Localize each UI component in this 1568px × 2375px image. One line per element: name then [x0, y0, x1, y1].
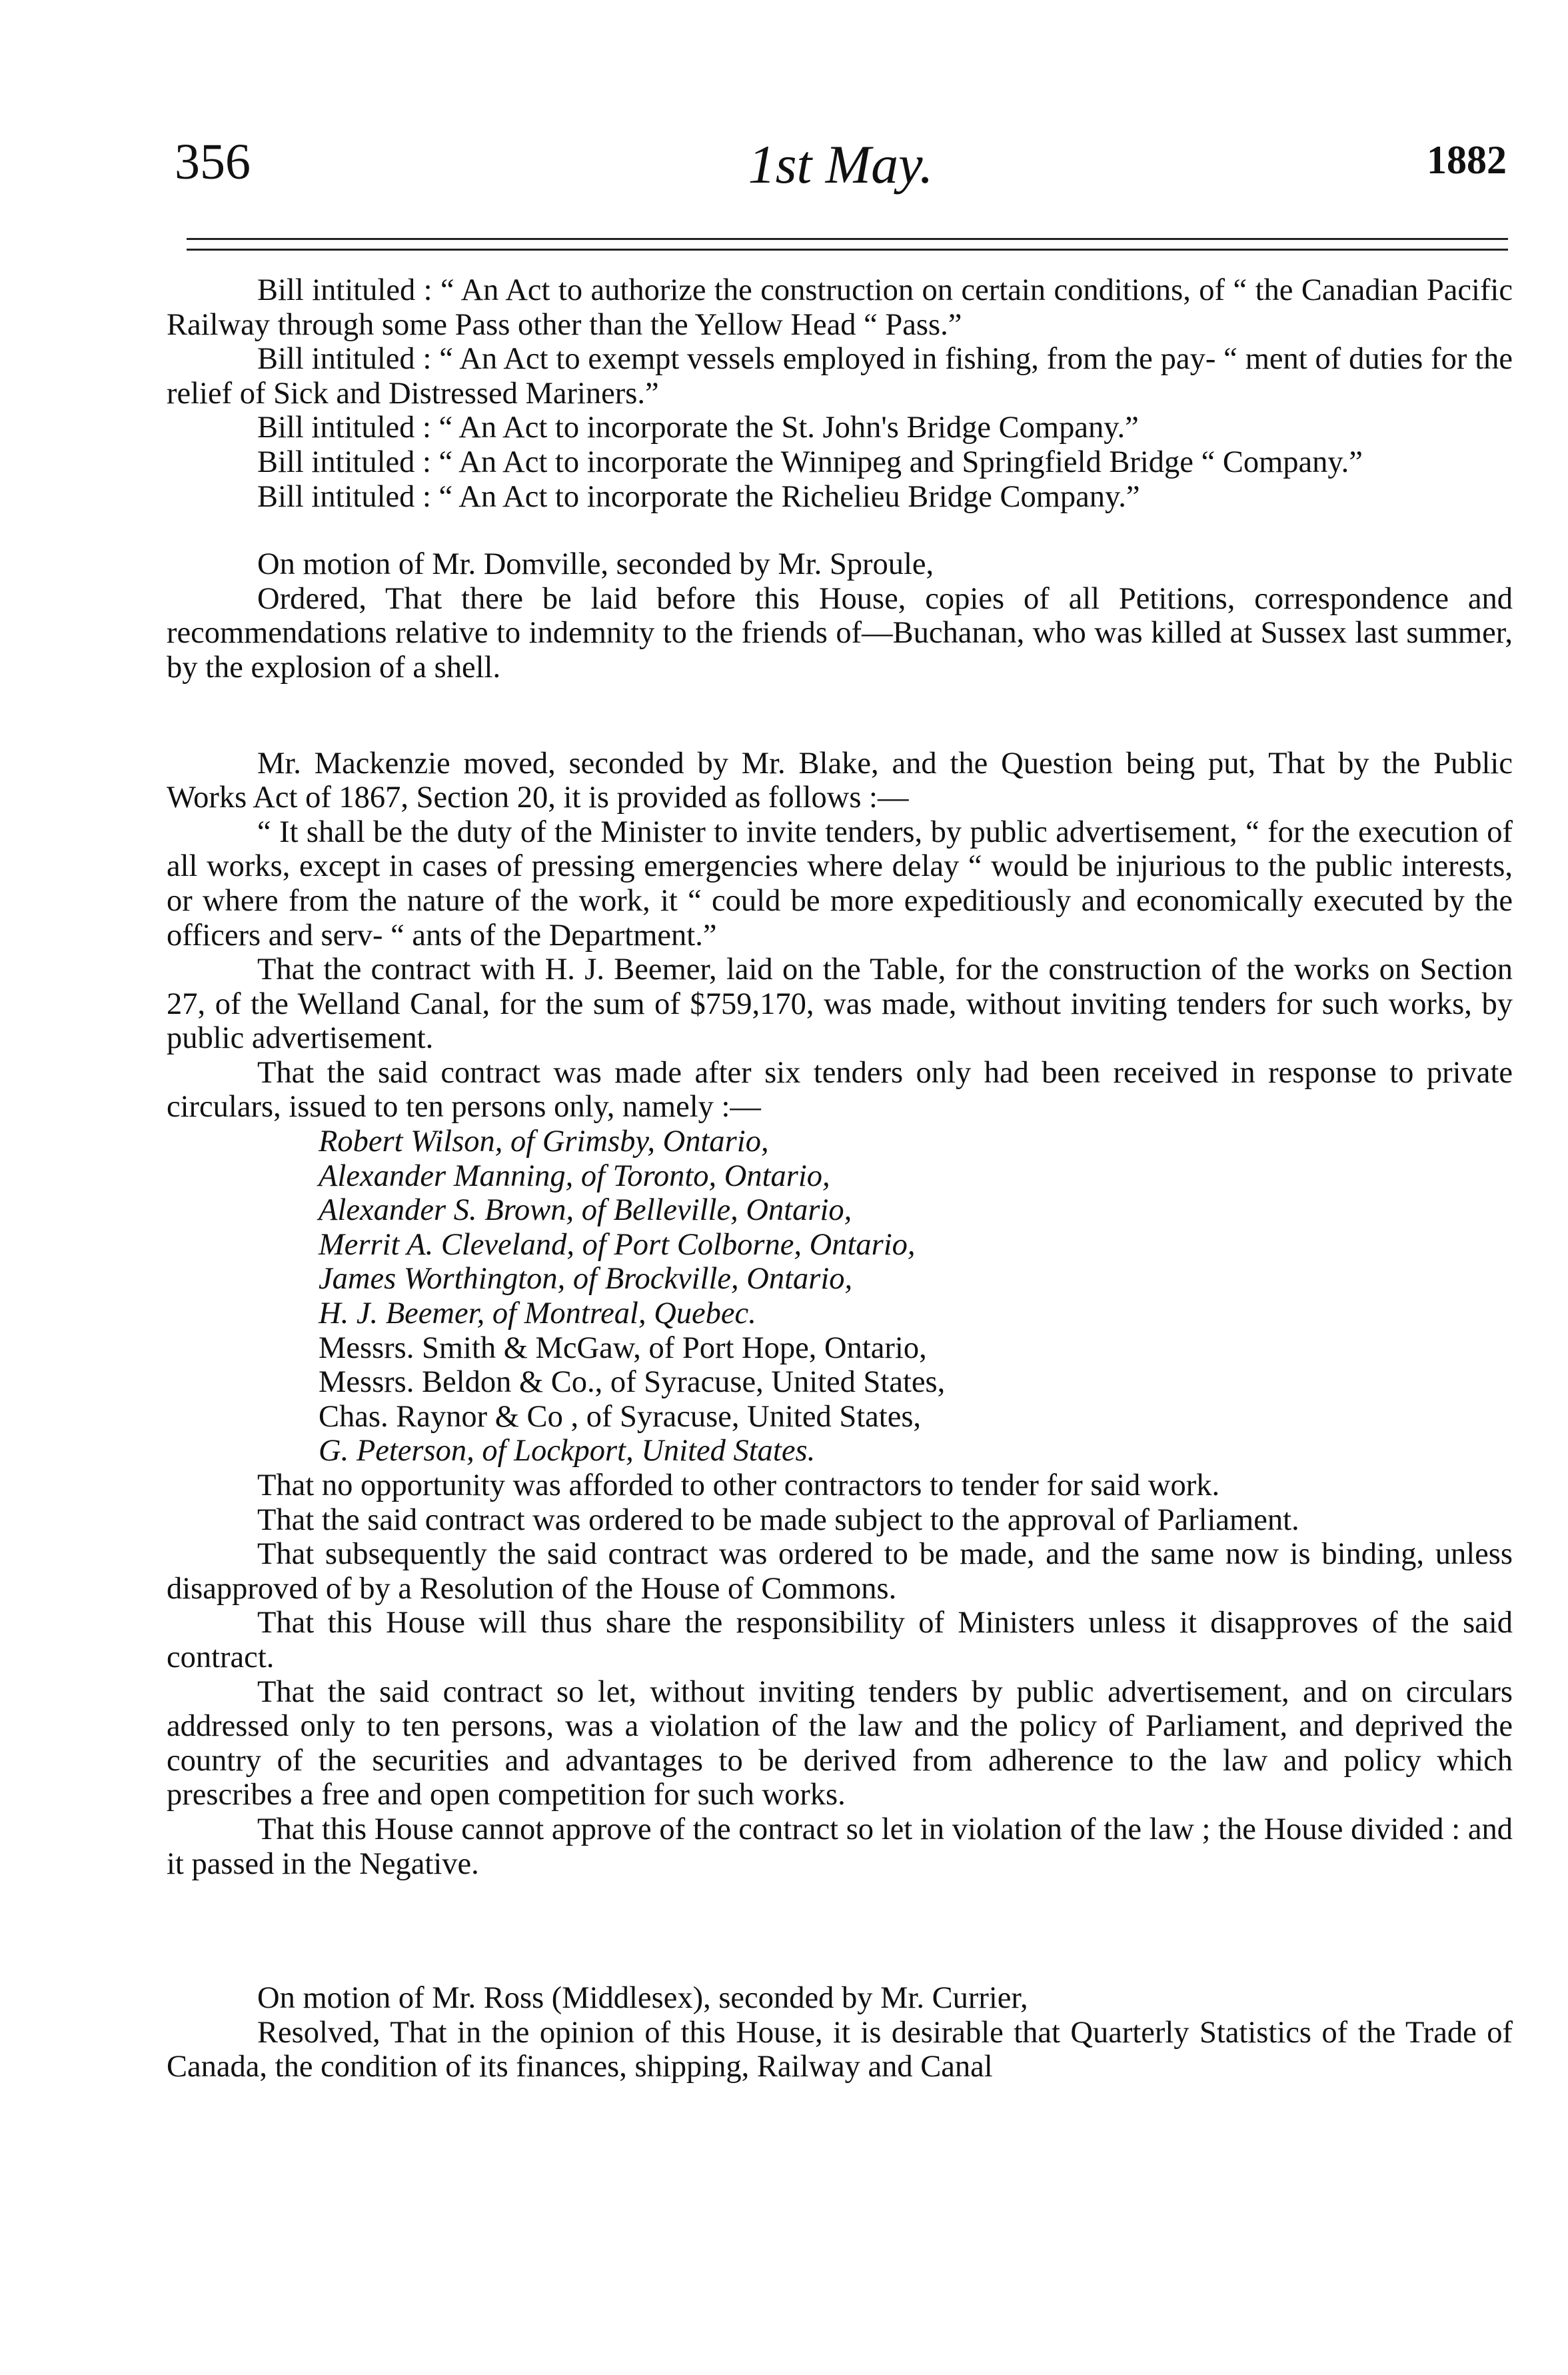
- recipient-item: H. J. Beemer, of Montreal, Quebec.: [319, 1296, 756, 1331]
- violation-of-law: That the said contract so let, without inviting tenders by public advertisement, and on circulars addressed only to ten persons, was a violation of the law and the policy of Parliament, and deprived the country of the securities and advantages to be derived from adherence to the law and policy which prescribes a free and open competition for such works.: [167, 1674, 1513, 1812]
- page-header: [175, 133, 1507, 207]
- domville-ordered: Ordered, That there be laid before this House, copies of all Petitions, correspondence and recommendations relative to indemnity to the friends of—Buchanan, who was killed at Sussex last summer, by the explosion of a shell.: [167, 581, 1513, 685]
- spacer: [167, 1881, 1513, 1981]
- public-works-act-quote: “ It shall be the duty of the Minister to invite tenders, by public advertisement, “ for the execution of all works, except in cases of pressing emergencies where delay “ would be injurious to the public interests, or where from the nature of the work, it “ could be more expeditiously and economically executed by the officers and serv- “ ants of the Department.”: [167, 815, 1513, 953]
- recipient-item: Chas. Raynor & Co , of Syracuse, United States,: [319, 1399, 922, 1434]
- recipient-item: Messrs. Smith & McGaw, of Port Hope, Ontario,: [319, 1330, 927, 1365]
- beemer-contract: That the contract with H. J. Beemer, laid on the Table, for the construction of the works on Section 27, of the Welland Canal, for the sum of $759,170, was made, without inviting tenders for such works, by public advertisement.: [167, 953, 1513, 1056]
- subject-to-approval: That the said contract was ordered to be made subject to the approval of Parliament.: [257, 1502, 1299, 1537]
- journal-body: [167, 273, 1513, 2084]
- recipient-item: G. Peterson, of Lockport, United States.: [319, 1434, 816, 1468]
- recipient-item: Merrit A. Cleveland, of Port Colborne, Ontario,: [319, 1227, 916, 1262]
- bill-st-johns-bridge: Bill intituled : “ An Act to incorporate the St. John's Bridge Company.”: [257, 411, 1139, 445]
- bill-pacific-railway: Bill intituled : “ An Act to authorize the construction on certain conditions, of “ the Canadian Pacific Railway through some Pass other than the Yellow Head “ Pass.”: [167, 273, 1513, 342]
- tender-recipients-list: [167, 1125, 1513, 1468]
- recipient-item: Messrs. Beldon & Co., of Syracuse, United States,: [319, 1365, 946, 1400]
- house-divided: That this House cannot approve of the contract so let in violation of the law ; the House divided : and it passed in the Negative.: [167, 1812, 1513, 1881]
- bill-richelieu-bridge: Bill intituled : “ An Act to incorporate the Richelieu Bridge Company.”: [257, 479, 1140, 514]
- bill-fishing-vessels: Bill intituled : “ An Act to exempt vessels employed in fishing, from the pay- “ ment of duties for the relief of Sick and Distressed Mariners.”: [167, 342, 1513, 411]
- page-year: 1882: [1427, 138, 1507, 182]
- private-circulars: That the said contract was made after six tenders only had been received in response to private circulars, issued to ten persons only, namely :—: [167, 1055, 1513, 1125]
- recipient-item: James Worthington, of Brockville, Ontario,: [319, 1262, 853, 1296]
- header-rule-top: [187, 238, 1508, 240]
- spacer: [167, 685, 1513, 747]
- header-rule-bottom: [187, 249, 1508, 251]
- page-number: 356: [175, 134, 251, 190]
- contract-binding: That subsequently the said contract was ordered to be made, and the same now is binding, unless disapproved of by a Resolution of the House of Commons.: [167, 1537, 1513, 1606]
- recipient-item: Alexander Manning, of Toronto, Ontario,: [319, 1159, 830, 1193]
- ross-resolved: Resolved, That in the opinion of this House, it is desirable that Quarterly Statistics of the Trade of Canada, the condition of its finances, shipping, Railway and Canal: [167, 2015, 1513, 2084]
- recipient-item: Robert Wilson, of Grimsby, Ontario,: [319, 1125, 769, 1159]
- mackenzie-motion: Mr. Mackenzie moved, seconded by Mr. Blake, and the Question being put, That by the Public Works Act of 1867, Section 20, it is provided as follows :—: [167, 746, 1513, 815]
- ross-motion: On motion of Mr. Ross (Middlesex), seconded by Mr. Currier,: [257, 1981, 1028, 2016]
- bill-winnipeg-springfield-bridge: Bill intituled : “ An Act to incorporate the Winnipeg and Springfield Bridge “ Company.”: [257, 445, 1363, 479]
- recipient-item: Alexander S. Brown, of Belleville, Ontario,: [319, 1193, 852, 1228]
- running-head: 1st May.: [748, 134, 934, 195]
- share-responsibility: That this House will thus share the responsibility of Ministers unless it disapproves of the said contract.: [167, 1606, 1513, 1674]
- spacer: [167, 514, 1513, 547]
- no-opportunity: That no opportunity was afforded to other contractors to tender for said work.: [257, 1468, 1220, 1502]
- domville-motion: On motion of Mr. Domville, seconded by Mr. Sproule,: [257, 547, 934, 582]
